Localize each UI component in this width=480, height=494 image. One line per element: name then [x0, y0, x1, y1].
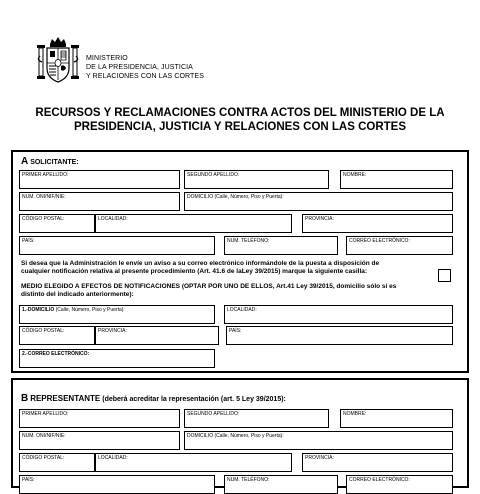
- rep-provincia-field[interactable]: PROVINCIA:: [302, 453, 453, 472]
- rep-correo-field[interactable]: CORREO ELECTRÓNICO:: [346, 475, 453, 494]
- provincia-field[interactable]: PROVINCIA:: [302, 214, 453, 233]
- aviso-checkbox[interactable]: [438, 269, 451, 282]
- domicilio-field[interactable]: DOMICILIO (Calle, Número, Piso y Puerta):: [184, 192, 453, 211]
- codigo-postal-field[interactable]: CÓDIGO POSTAL:: [19, 214, 95, 233]
- rep-telefono-field[interactable]: NUM. TELÉFONO:: [224, 475, 338, 494]
- num-onin-field[interactable]: NUM. ONI/NIF/NIE:: [19, 192, 180, 211]
- pais-field[interactable]: PAÍS:: [19, 236, 215, 255]
- notif-pais-field[interactable]: PAÍS:: [226, 326, 453, 345]
- section-b-heading: B REPRESENTANTE (deberá acreditar la representación (art. 5 Ley 39/2015):: [21, 393, 286, 404]
- rep-num-onin-field[interactable]: NUM. ONI/NIF/NIE:: [19, 431, 180, 450]
- rep-localidad-field[interactable]: LOCALIDAD:: [95, 453, 292, 472]
- primer-apellido-field[interactable]: PRIMER APELLIDO:: [19, 170, 180, 189]
- section-solicitante: [11, 150, 469, 373]
- ministry-name: MINISTERIO DE LA PRESIDENCIA, JUSTICIA Y RELACIONES CON LAS CORTES: [86, 55, 204, 80]
- section-a-heading: A SOLICITANTE:: [21, 156, 79, 167]
- notif-domicilio-field[interactable]: 1.-DOMICILIO (Calle, Número, Piso y Puerta):: [19, 305, 215, 324]
- localidad-field[interactable]: LOCALIDAD:: [95, 214, 292, 233]
- correo-field[interactable]: CORREO ELECTRÓNICO:: [346, 236, 453, 255]
- page-title: RECURSOS Y RECLAMACIONES CONTRA ACTOS DEL MINISTERIO DE LA PRESIDENCIA, JUSTICIA Y RELACIONES CON LAS CORTES: [35, 107, 445, 133]
- medio-notificacion-text: MEDIO ELEGIDO A EFECTOS DE NOTIFICACIONES (OPTAR POR UNO DE ELLOS, Art.41 Ley 39/2015, domicilio sólo si es distinto del indicado anteriormente):: [21, 283, 397, 298]
- coat-of-arms-logo: [36, 36, 80, 86]
- notif-provincia-field[interactable]: PROVINCIA:: [95, 326, 219, 345]
- notif-localidad-field[interactable]: LOCALIDAD:: [224, 305, 453, 324]
- notif-codigo-postal-field[interactable]: CÓDIGO POSTAL:: [19, 326, 95, 345]
- aviso-text: Si desea que la Administración le envíe un aviso a su correo electrónico informándole de la puesta a disposición de cualquier notificación relativa al presente procedimiento (Art. 41.6 de laLey 39/2015) marque la siguiente casilla:: [21, 260, 380, 275]
- rep-pais-field[interactable]: PAÍS:: [19, 475, 215, 494]
- rep-nombre-field[interactable]: NOMBRE:: [340, 409, 453, 428]
- section-representante: [11, 378, 469, 488]
- segundo-apellido-field[interactable]: SEGUNDO APELLIDO:: [184, 170, 329, 189]
- rep-domicilio-field[interactable]: DOMICILIO (Calle, Número, Piso y Puerta):: [184, 431, 453, 450]
- telefono-field[interactable]: NUM. TELÉFONO:: [224, 236, 338, 255]
- rep-primer-apellido-field[interactable]: PRIMER APELLIDO:: [19, 409, 180, 428]
- rep-segundo-apellido-field[interactable]: SEGUNDO APELLIDO:: [184, 409, 329, 428]
- notif-correo-field[interactable]: 2.-CORREO ELECTRÓNICO:: [19, 349, 215, 368]
- nombre-field[interactable]: NOMBRE:: [340, 170, 453, 189]
- rep-codigo-postal-field[interactable]: CÓDIGO POSTAL:: [19, 453, 95, 472]
